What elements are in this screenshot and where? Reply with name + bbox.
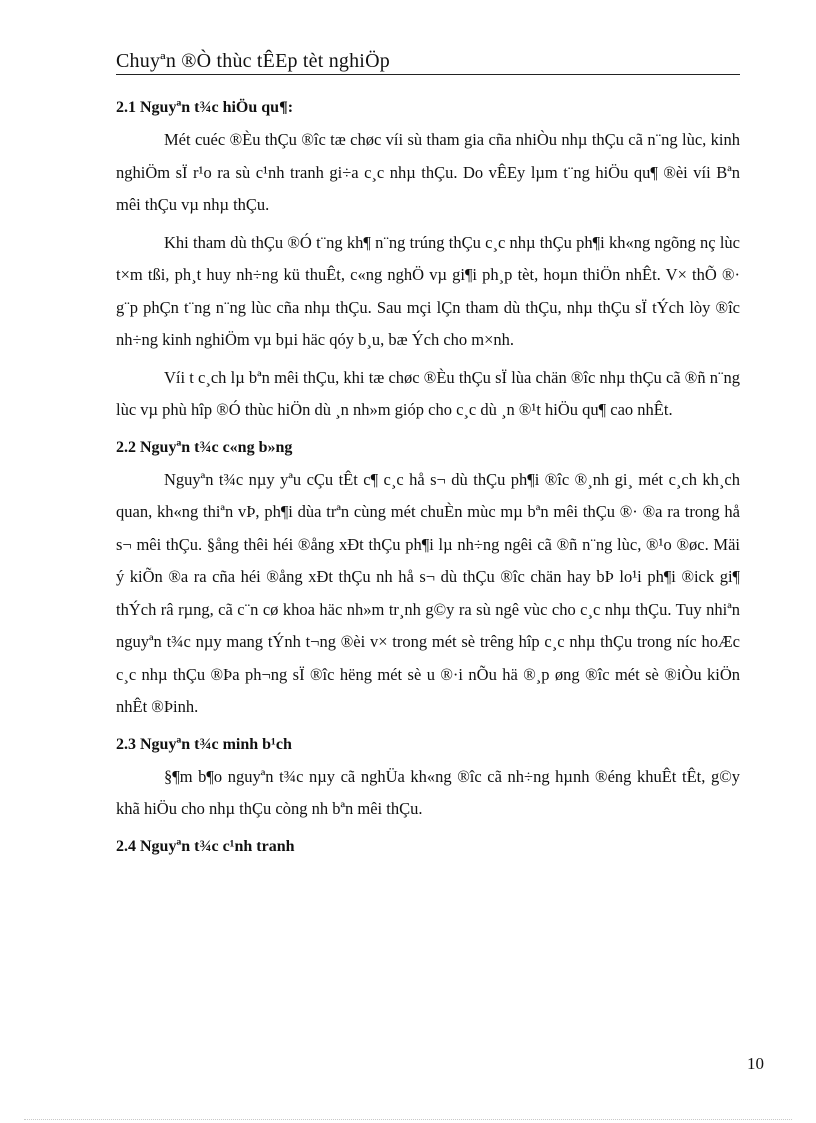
- section-heading: 2.3 Nguyªn t¾c minh b¹ch: [116, 735, 292, 753]
- running-header: Chuyªn ®Ò thùc tÊEp tèt nghiÖp: [116, 50, 390, 72]
- footer-rule: [24, 1119, 792, 1120]
- paragraph: Víi t c¸ch lµ bªn mêi thÇu, khi tæ chøc ®Èu thÇu sÏ lùa chän ®îc nhµ thÇu cã ®ñ n¨ng lùc vµ phù hîp ®Ó thùc hiÖn dù ¸n nh»m gióp cho c¸c dù ¸n ®¹t hiÖu qu¶ cao nhÊt.: [116, 367, 740, 419]
- paragraph: §¶m b¶o nguyªn t¾c nµy cã nghÜa kh«ng ®îc cã nh÷ng hµnh ®éng khuÊt tÊt, g©y khã hiÖu cho nhµ thÇu còng nh bªn mêi thÇu.: [116, 766, 740, 818]
- section-2-1: [116, 92, 740, 427]
- page-body: [116, 92, 740, 863]
- section-2-3: [116, 729, 740, 826]
- section-2-4: [116, 831, 740, 863]
- section-heading: 2.4 Nguyªn t¾c c¹nh tranh: [116, 837, 295, 855]
- section-2-2: [116, 432, 740, 724]
- paragraph: Khi tham dù thÇu ®Ó t¨ng kh¶ n¨ng trúng thÇu c¸c nhµ thÇu ph¶i kh«ng ngõng nç lùc t×m tßi, ph¸t huy nh÷ng kü thuÊt, c«ng nghÖ vµ gi¶i ph¸p tèt, hoµn thiÖn nhÊt. V× thÕ ®· g¨p phÇn t¨ng n¨ng lùc cña nhµ thÇu. Sau mçi lÇn tham dù thÇu, nhµ thÇu sÏ tÝch lòy ®îc nh÷ng kinh nghiÖm vµ bµi häc qóy b¸u, bæ Ých cho m×nh.: [116, 232, 740, 349]
- section-heading: 2.1 Nguyªn t¾c hiÖu qu¶:: [116, 99, 294, 116]
- paragraph: Nguyªn t¾c nµy yªu cÇu tÊt c¶ c¸c hå s¬ dù thÇu ph¶i ®îc ®¸nh gi¸ mét c¸ch kh¸ch quan, kh«ng thiªn vÞ, ph¶i dùa trªn cùng mét chuÈn mùc mµ bªn mêi thÇu ®· ®a ra trong hå s¬ mêi thÇu. §ång thêi héi ®ång xÐt thÇu ph¶i lµ nh÷ng ngêi cã ®ñ n¨ng lùc, ®¹o ®øc. Mäi ý kiÕn ®a ra cña héi ®ång xÐt thÇu nh hå s¬ dù thÇu ®îc chän hay bÞ lo¹i ph¶i ®ick gi¶ thÝch râ rµng, cã c¨n cø khoa häc nh»m tr¸nh g©y ra sù ngê vùc cho c¸c nhµ thÇu. Tuy nhiªn nguyªn t¾c nµy mang tÝnh t¬ng ®èi v× trong mét sè trêng hîp c¸c nhµ thÇu trong níc hoÆc c¸c nhµ thÇu ®Þa ph¬ng sÏ ®îc hëng mét sè u ®·i nÕu hä ®¸p øng ®îc mét sè ®iÒu kiÖn nhÊt ®Þinh.: [116, 469, 740, 716]
- header-rule: [116, 74, 740, 75]
- paragraph: Mét cuéc ®Èu thÇu ®îc tæ chøc víi sù tham gia cña nhiÒu nhµ thÇu cã n¨ng lùc, kinh nghiÖm sÏ r¹o ra sù c¹nh tranh gi÷a c¸c nhµ thÇu. Do vÊEy lµm t¨ng hiÖu qu¶ ®èi víi Bªn mêi thÇu vµ nhµ thÇu.: [116, 130, 740, 214]
- page-number: 10: [747, 1054, 764, 1073]
- section-heading: 2.2 Nguyªn t¾c c«ng b»ng: [116, 438, 293, 456]
